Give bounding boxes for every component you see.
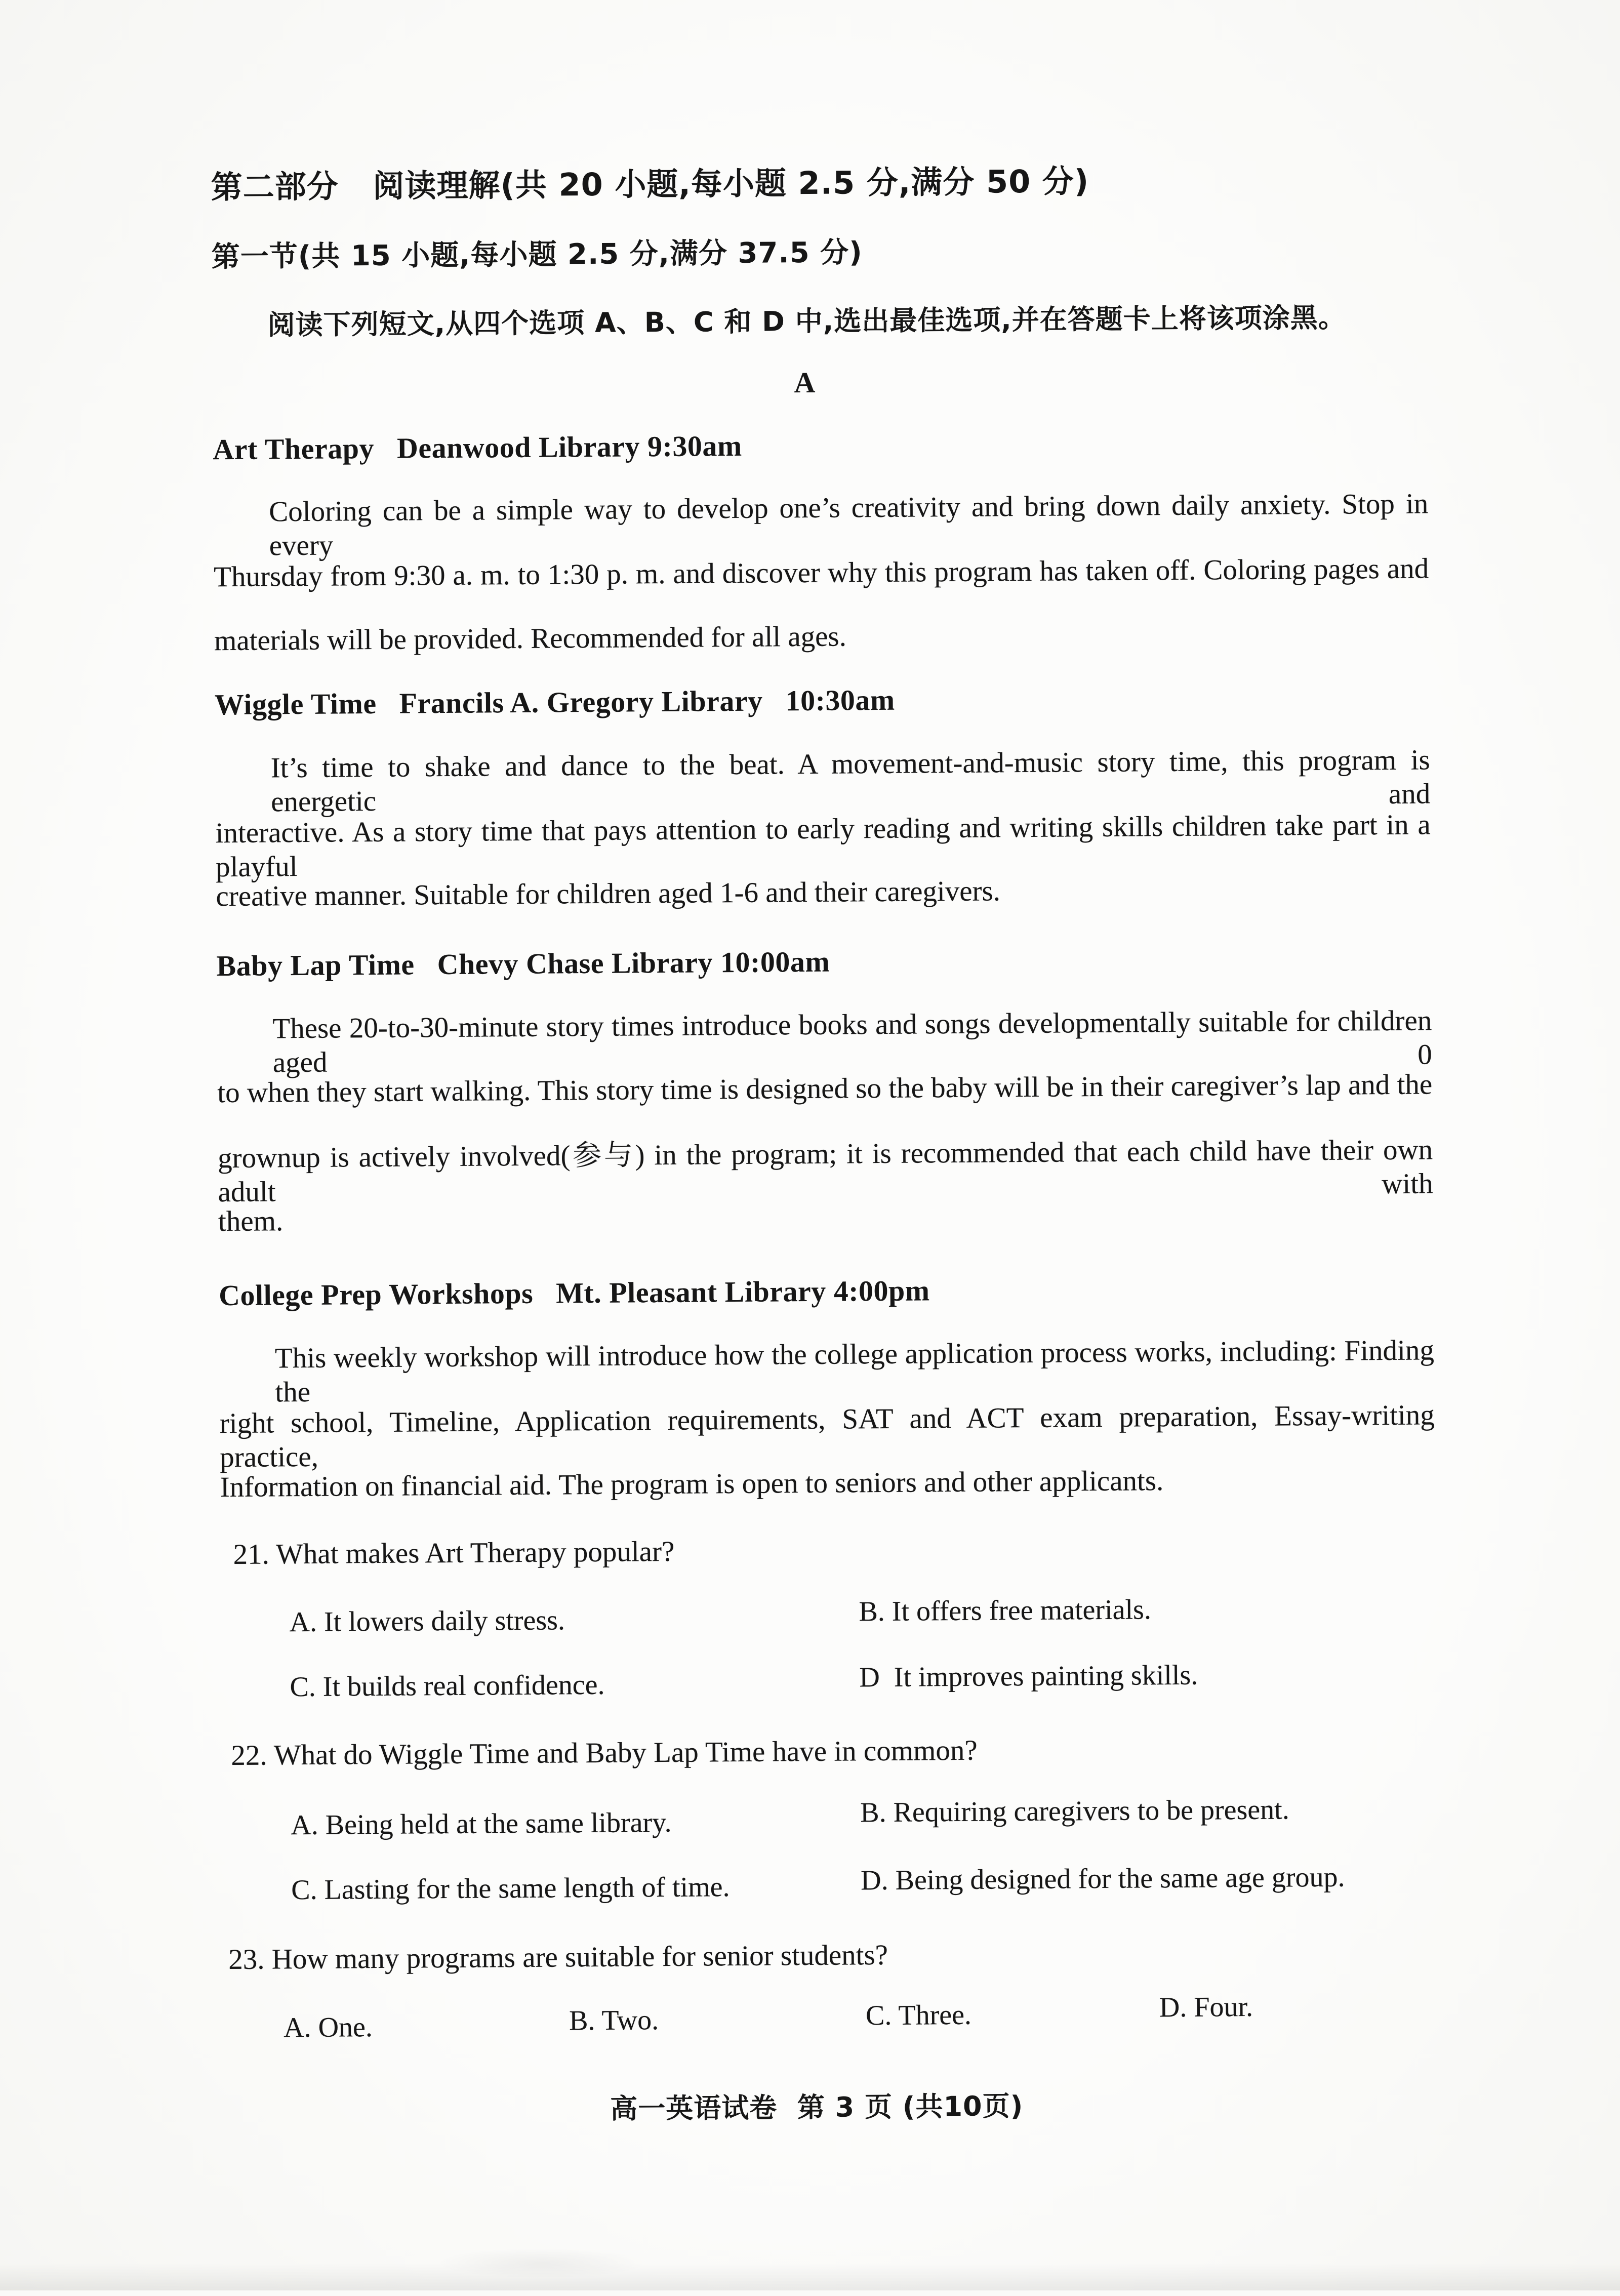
paragraph-line: Coloring can be a simple way to develop one’s creativity and bring down daily anxiety. Stop in every xyxy=(269,488,1436,562)
paragraph-line: Thursday from 9:30 a. m. to 1:30 p. m. and discover why this program has taken off. Coloring pages and xyxy=(213,552,1429,593)
paragraph-line: creative manner. Suitable for children aged 1-6 and their caregivers. xyxy=(216,875,1001,913)
part2-header: 第二部分 阅读理解(共 20 小题,每小题 2.5 分,满分 50 分) xyxy=(211,163,1089,206)
question-23-option-a: A. One. xyxy=(283,2011,373,2044)
question-21-option-d: D It improves painting skills. xyxy=(859,1659,1198,1694)
question-23-option-c: C. Three. xyxy=(865,1999,972,2032)
question-21-option-c: C. It builds real confidence. xyxy=(290,1669,605,1703)
question-22-option-b: B. Requiring caregivers to be present. xyxy=(860,1794,1289,1829)
paragraph-line: Information on financial aid. The program is open to seniors and other applicants. xyxy=(220,1465,1164,1504)
question-23-option-b: B. Two. xyxy=(569,2004,659,2037)
question-22-stem: 22. What do Wiggle Time and Baby Lap Time have in common? xyxy=(231,1734,978,1772)
question-21-option-a: A. It lowers daily stress. xyxy=(289,1604,565,1638)
question-23-option-d: D. Four. xyxy=(1159,1991,1253,2024)
program-title-wiggle-time: Wiggle Time Francils A. Gregory Library 10:30am xyxy=(214,683,895,721)
paragraph-line: grownup is actively involved(参与) in the program; it is recommended that each child have their own adult with xyxy=(217,1134,1440,1209)
program-title-baby-lap-time: Baby Lap Time Chevy Chase Library 10:00am xyxy=(216,945,830,983)
question-21-stem: 21. What makes Art Therapy popular? xyxy=(233,1535,675,1570)
paragraph-line: It’s time to shake and dance to the beat. A movement-and-music story time, this program is energetic and xyxy=(270,744,1438,818)
question-21-option-b: B. It offers free materials. xyxy=(859,1594,1152,1628)
paragraph-line: to when they start walking. This story time is designed so the baby will be in their caregiver’s lap and the xyxy=(217,1068,1433,1109)
passage-a-label: A xyxy=(794,366,816,399)
paragraph-line: right school, Timeline, Application requirements, SAT and ACT exam preparation, Essay-writing practice, xyxy=(219,1399,1442,1474)
question-22-option-c: C. Lasting for the same length of time. xyxy=(291,1871,730,1906)
section1-header: 第一节(共 15 小题,每小题 2.5 分,满分 37.5 分) xyxy=(211,236,863,274)
reading-instructions: 阅读下列短文,从四个选项 A、B、C 和 D 中,选出最佳选项,并在答题卡上将该项涂黑。 xyxy=(267,301,1347,341)
paragraph-line: them. xyxy=(218,1205,284,1238)
question-22-option-a: A. Being held at the same library. xyxy=(291,1806,672,1841)
paragraph-line: interactive. As a story time that pays attention to early reading and writing skills children take part in a playful xyxy=(215,809,1438,883)
program-title-art-therapy: Art Therapy Deanwood Library 9:30am xyxy=(213,429,742,466)
page-footer: 高一英语试卷 第 3 页 (共10页) xyxy=(610,2090,1024,2125)
question-22-option-d: D. Being designed for the same age group. xyxy=(860,1861,1345,1897)
program-title-college-prep: College Prep Workshops Mt. Pleasant Library 4:00pm xyxy=(218,1274,930,1312)
scan-smudge xyxy=(435,2248,648,2278)
paragraph-line: This weekly workshop will introduce how the college application process works, including: Finding the xyxy=(274,1334,1442,1408)
question-23-stem: 23. How many programs are suitable for senior students? xyxy=(228,1939,888,1976)
paragraph-line: materials will be provided. Recommended for all ages. xyxy=(214,620,847,657)
paragraph-line: These 20-to-30-minute story times introduce books and songs developmentally suitable for children aged 0 xyxy=(272,1004,1439,1079)
